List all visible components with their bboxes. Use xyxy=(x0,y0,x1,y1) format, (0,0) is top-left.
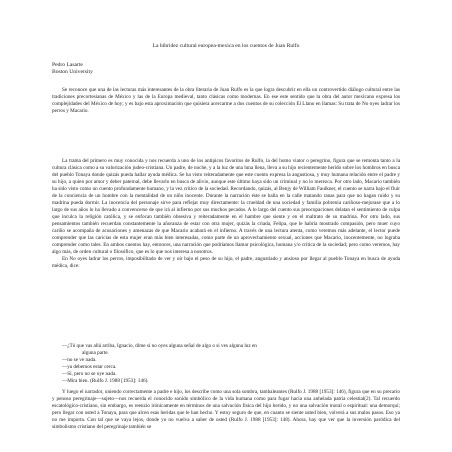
quote-line: —no se ve nada. xyxy=(62,357,97,363)
quote-line: alguna parte. xyxy=(82,350,109,356)
block-quote xyxy=(62,343,382,385)
quote-line: —¿Tú que vas allá arriba, Ignacio, dime si no oyes alguna señal de algo o si ves alguna luz en xyxy=(62,343,257,349)
body-section-1 xyxy=(52,87,400,115)
quote-line: —Sí, pero no se oye nada. xyxy=(62,371,117,377)
paragraph-2b: En No oyes ladrar los perros, imposibilitado de ver y oír bajo el peso de su hijo, el padre, angustiado y ansioso por llegar al pueblo Tonaya en busca de ayuda médica, dice: xyxy=(52,256,400,269)
paragraph-2: La trama del primero es muy conocida y nos recuerda a uno de los antipicos favoritos de Rulfo, la del homo viator o peregrino, figura que se remonta tanto a la cultura clásica como a su valorización judeo-cristiana. Un padre, de noche, y a la luz de una luna llena, lleva a su hijo recientemente herido sobre los hombros en busca del pueblo Tonaya donde quizás pueda hallar ayuda médica. Se ha visto reiteradamente que este cuento expresa la angustiosa, y muy humana relación entre el padre y su hijo, a quien por amor y deber paternal, debe llevarlo en busca de alivio, aunque este último haya sido un criminal y no lo merezca. Por otro lado, Macario también ha sido visto como un cuento profundamente humano, y la vez crítico de la sociedad. Recordando, quizás, al Benjy de William Faulkner, el cuento se narra bajo el fluir de la conciencia de un hombre con la mentalidad de un niño inocente. Durante la narración éste se halla en la calle matando ranas para que no hagan ruido y su madrina pueda dormir. La inocencia del personaje sirve para reflejar muy directamente: la crueldad de una sociedad y familia pobrenia cariñoso-mejorase que a lo largo de sus años lo ha llevado a convencerse de que irá al infierno por sus muchos pecados. A lo largo del cuento sus preocupaciones delatan el sentimiento de culpa que inculca la religión católica, y se enfocan también obsesiva y reiteradamente en el hambre que siente y en el maltrato de su madrina. Por otro lado, sus pensamientos también recuerdan constantemente la añoranza de estar con otra mujer, quizás la criada, Felipa, que le habría mostrado compasión, pero muer cuyo cariño se acompaña de acusaciones y amenazas de que Macario acabará en el infierno. A través de una lectura atenta, como veremos más adelante, el lector puede comprender que las caricias de esta mujer eran más bien interesadas, como parte de un aprovechamiento sexual, acciones que Macario, inocentemente, no lograba comprender como tales. En ambos cuentos hay, entonces, una narración que podríamos llamar psicológica, humana y/o crítica de la sociedad; pero como veremos, hay algo más, de orden cultural o filosófico, que es lo que nos interesa a nosotros. xyxy=(52,158,400,255)
body-section-3 xyxy=(52,389,400,431)
paper-title: La hibridez cultural europea-mexica en los cuentos de Juan Rulfo xyxy=(152,43,300,49)
paragraph-1: Se reconoce que una de las lecturas más interesantes de la obra literaria de Juan Rulfo es la que logra descubrir en ella un controvertido diálogo cultural entre las tradiciones precortesianas de México y las de la Europa medieval, tanto clásicas como modernas. En ese este sentido que la obra del autor mexicano expresa los complejidades del México de hoy; y es bajo esta aproximación que quisiera acercarme a dos cuentos de su colección El Llano en llamas: Su trata de No oyes ladrar los perros y Macario. xyxy=(52,87,400,114)
body-section-2 xyxy=(52,158,400,270)
quote-line: —Mira bien. (Rulfo J. 1988 [1953]: 146). xyxy=(62,378,149,384)
paragraph-3: Y luego el narrador, uniendo correctamente a padre e hijo, los describe como una sola sombra, tambaleantes (Rulfo J. 1988 [1953]: 146), figura que en su precario y penoso peregrinaje—sujeto—nos recuerda el conocido sonido simbólico de la vida humana como para fugar hacia una anhelada patria celestial(2). Tal recuerdo escatológico-cristiano, sin embargo, es reenzio irónicamente en términos de una salvación física del hijo herido, y no una salvación moral o espiritual: una demorquí; pero llegar con usted a Tonaya, para que alcen esas heridas que le han hecho. Y estoy seguro de que, en cuanto se siente usted bien, volverá a sus malos pasos. Eso ya no me importa. Con tal que se vaya lejos, donde yo no vuelva a saber de usted (Rulfo J. 1988 [1953]: 148). Ahora, hay que ver que la inversión paródica del simbolismo cristiano del peregrinaje también se xyxy=(52,389,400,430)
author-name: Pedro Lasarte xyxy=(52,62,83,68)
quote-line: —ya debemos estar cerca. xyxy=(62,364,117,370)
author-affiliation: Boston University xyxy=(52,69,93,75)
author-block xyxy=(52,62,93,76)
